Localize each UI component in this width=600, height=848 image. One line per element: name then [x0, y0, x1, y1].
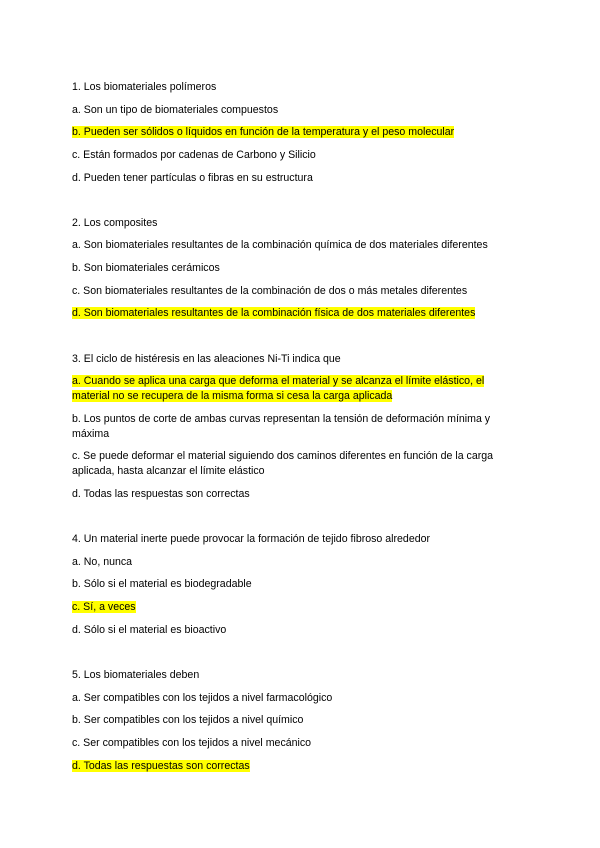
question-3-option-a-highlight: a. Cuando se aplica una carga que deforma el material y se alcanza el límite elástico, el material no se recupera de la misma forma si cesa la carga aplicada	[72, 375, 485, 402]
question-2-option-d-highlight: d. Son biomateriales resultantes de la combinación física de dos materiales diferentes	[72, 307, 476, 319]
question-1-option-b	[72, 125, 522, 140]
question-4-option-c	[72, 600, 522, 615]
question-1-stem: 1. Los biomateriales polímeros	[72, 81, 217, 93]
question-1-option-a: a. Son un tipo de biomateriales compuestos	[72, 104, 279, 116]
question-5-option-c: c. Ser compatibles con los tejidos a nivel mecánico	[72, 737, 312, 749]
question-5-option-d	[72, 759, 522, 774]
question-3-option-d: d. Todas las respuestas son correctas	[72, 488, 250, 500]
question-2-option-b: b. Son biomateriales cerámicos	[72, 262, 220, 274]
question-4-option-c-highlight: c. Sí, a veces	[72, 601, 136, 613]
question-2-stem: 2. Los composites	[72, 217, 158, 229]
question-5-option-d-highlight: d. Todas las respuestas son correctas	[72, 760, 250, 772]
question-4-option-a: a. No, nunca	[72, 556, 133, 568]
question-4-stem: 4. Un material inerte puede provocar la formación de tejido fibroso alrededor	[72, 533, 431, 545]
question-4-option-b: b. Sólo si el material es biodegradable	[72, 578, 252, 590]
question-4-option-d: d. Sólo si el material es bioactivo	[72, 624, 227, 636]
question-3-option-b: b. Los puntos de corte de ambas curvas representan la tensión de deformación mínima y máxima	[72, 413, 491, 440]
question-5-stem: 5. Los biomateriales deben	[72, 669, 200, 681]
question-1-option-d: d. Pueden tener partículas o fibras en su estructura	[72, 172, 313, 184]
question-5-option-a: a. Ser compatibles con los tejidos a nivel farmacológico	[72, 692, 333, 704]
question-3-stem: 3. El ciclo de histéresis en las aleaciones Ni-Ti indica que	[72, 353, 341, 365]
question-3-option-a	[72, 374, 522, 404]
question-2-option-d	[72, 306, 522, 321]
question-5-option-b: b. Ser compatibles con los tejidos a nivel químico	[72, 714, 304, 726]
question-2-option-c: c. Son biomateriales resultantes de la combinación de dos o más metales diferentes	[72, 285, 468, 297]
question-1-option-c: c. Están formados por cadenas de Carbono y Silicio	[72, 149, 316, 161]
question-2-option-a: a. Son biomateriales resultantes de la combinación química de dos materiales diferentes	[72, 239, 488, 251]
question-1-option-b-highlight: b. Pueden ser sólidos o líquidos en función de la temperatura y el peso molecular	[72, 126, 455, 138]
question-3-option-c: c. Se puede deformar el material siguiendo dos caminos diferentes en función de la carga aplicada, hasta alcanzar el límite elástico	[72, 450, 494, 477]
